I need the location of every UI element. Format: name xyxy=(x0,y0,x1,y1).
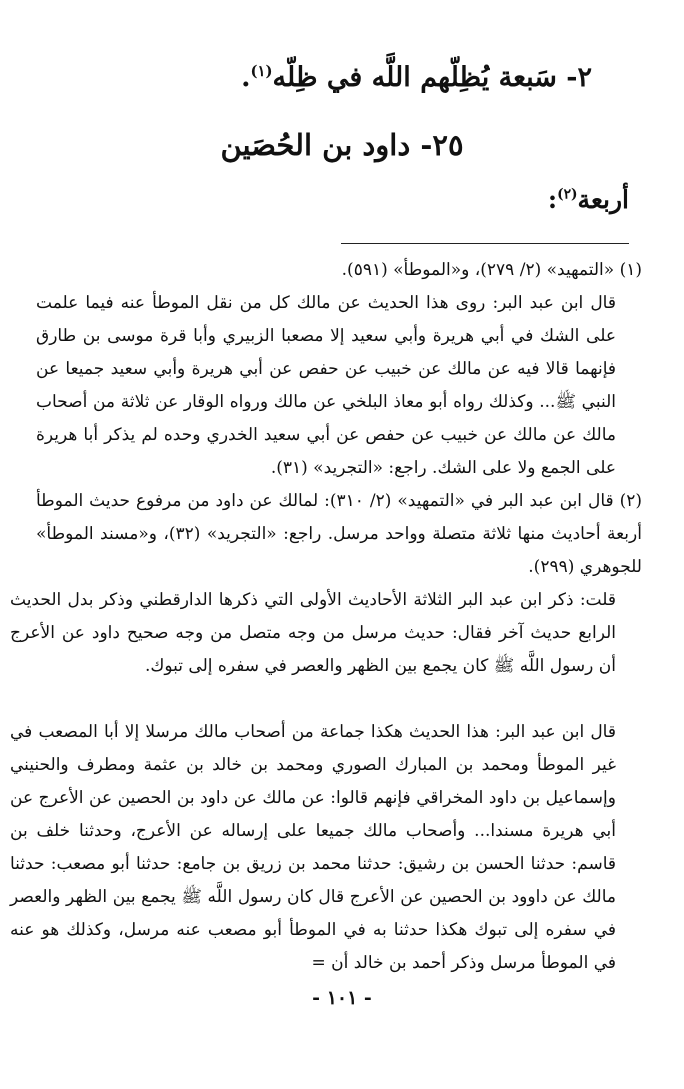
footnote-1-source: (١) «التمهيد» (٢/ ٢٧٩)، و«الموطأ» (٥٩١). xyxy=(341,260,642,280)
footnote-ref-1[interactable]: (١) xyxy=(250,62,273,80)
footnote-1-body: قال ابن عبد البر: روى هذا الحديث عن مالك كل من نقل الموطأ عنه فيما علمت على الشك في أبي هريرة وأبي سعيد إلا مصعبا الزبيري وأبا قرة موسى بن طارق فإنهما قالا فيه عن مالك عن خبيب عن حفص عن أبي هريرة وأبي سعيد جميعا عن النبي ﷺ... وكذلك رواه أبو معاذ البلخي عن مالك ورواه الوقار عن ثلاثة من أصحاب مالك عن مالك عن خبيب عن حفص عن أبي سعيد الخدري وحده لم يذكر أبا هريرة على الجمع ولا على الشك. راجع: «التجريد» (٣١). xyxy=(36,293,616,478)
editor-note-2: قال ابن عبد البر: هذا الحديث هكذا جماعة من أصحاب مالك مرسلا إلا أبا المصعب في غير الموطأ ومحمد بن المبارك الصوري ومحمد بن خالد بن عثمة ومطرف والحنيني وإسماعيل بن داود المخراقي فإنهم قالوا: عن مالك عن داود بن الحصين عن الأعرج عن أبي هريرة مسندا... وأصحاب مالك جميعا على إرساله عن الأعرج، وحدثنا خلف بن قاسم: حدثنا الحسن بن رشيق: حدثنا محمد بن زريق بن جامع: حدثنا أبو مصعب: حدثنا مالك عن داوود بن الحصين عن الأعرج قال كان رسول اللَّه ﷺ يجمع بين الظهر والعصر في سفره إلى تبوك هكذا حدثنا به في الموطأ أبو مصعب عنه مرسل، وكذلك هو عنه في الموطأ مرسل وذكر أحمد بن خالد أن = xyxy=(10,722,616,973)
chapter-heading: ٢٥- داود بن الحُصَين xyxy=(220,128,464,162)
page-number: - ١٠١ - xyxy=(312,987,372,1009)
hadith-item-line xyxy=(241,62,592,93)
intro-line xyxy=(548,185,629,214)
item-end: . xyxy=(241,62,251,93)
editor-note-1: قلت: ذكر ابن عبد البر الثلاثة الأحاديث الأولى التي ذكرها الدارقطني وذكر بدل الحديث الرابع حديث آخر فقال: حديث مرسل من وجه متصل من وجه صحيح داود عن الأعرج أن رسول اللَّه ﷺ كان يجمع بين الظهر والعصر في سفره إلى تبوك. xyxy=(10,590,616,676)
footnote-separator xyxy=(341,243,629,244)
footnote-1 xyxy=(36,254,642,485)
intro-text: أربعة xyxy=(577,185,629,214)
footnote-2 xyxy=(36,485,642,584)
intro-end: : xyxy=(547,185,558,214)
footnote-ref-2[interactable]: (٢) xyxy=(557,186,578,203)
footnote-2-body: (٢) قال ابن عبد البر في «التمهيد» (٢/ ٣١٠): لمالك عن داود من مرفوع حديث الموطأ أربعة أحاديث منها ثلاثة متصلة وواحد مرسل. راجع: «التجريد» (٣٢)، و«مسند الموطأ» للجوهري (٢٩٩). xyxy=(36,491,642,577)
item-text: ٢- سَبعة يُظِلّهم اللَّه في ظِلّه xyxy=(272,62,592,93)
